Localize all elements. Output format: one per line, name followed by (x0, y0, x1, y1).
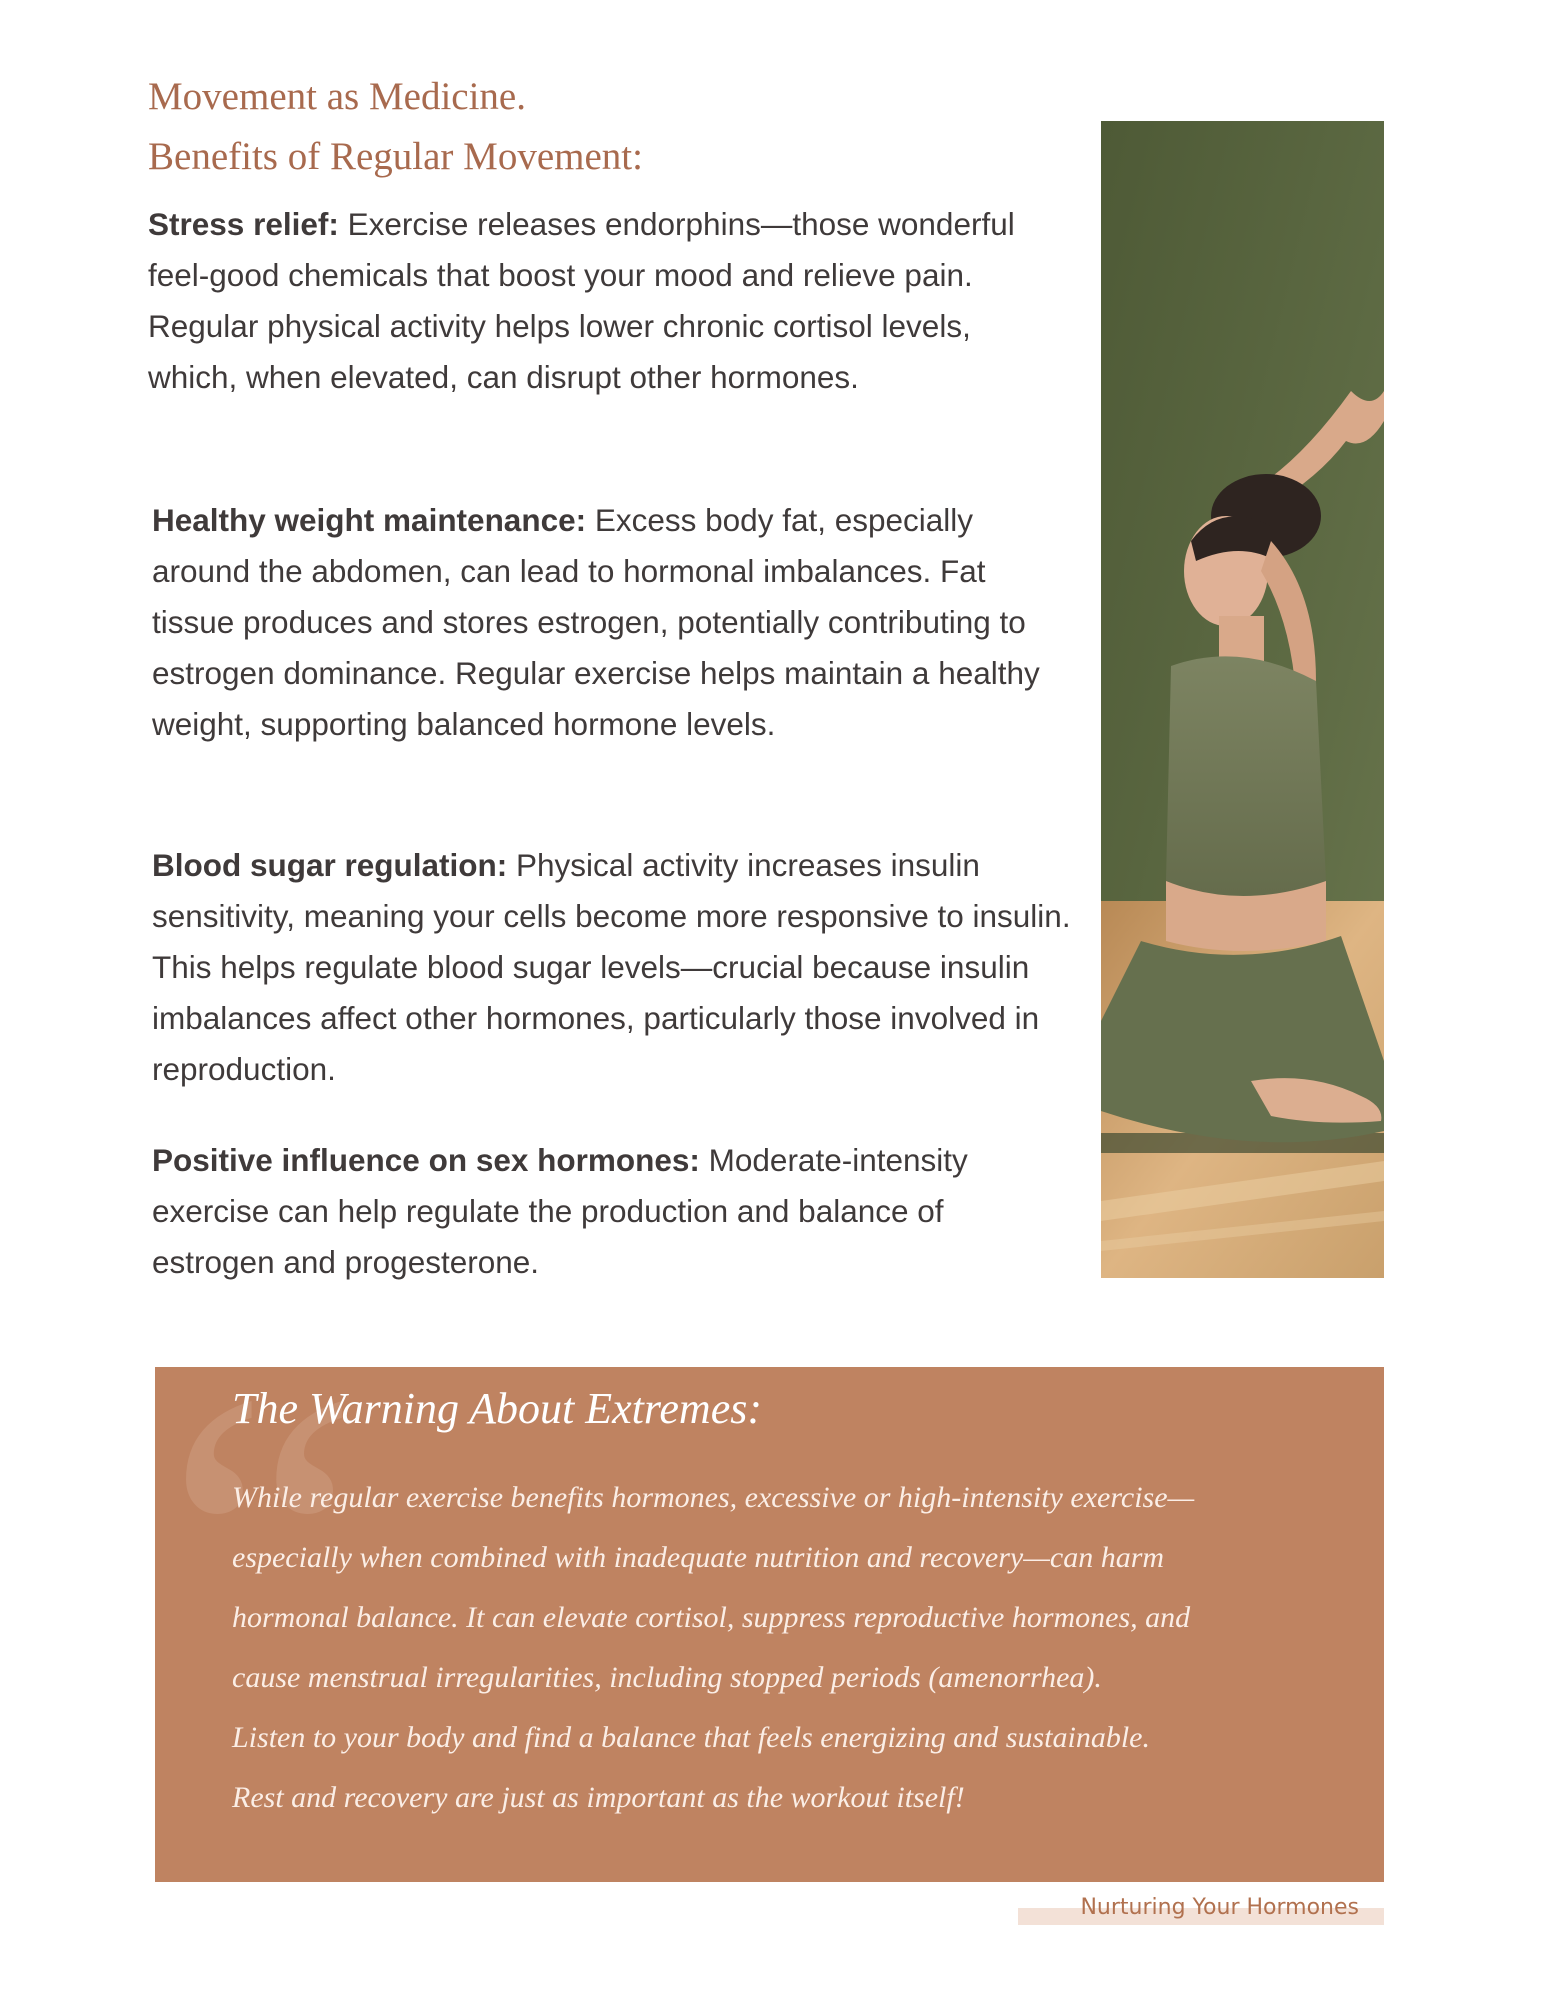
callout-line: While regular exercise benefits hormones, excessive or high-intensity exercise— (232, 1481, 1195, 1514)
callout-line: Rest and recovery are just as important as the workout itself! (232, 1781, 965, 1814)
callout-line: especially when combined with inadequate nutrition and recovery—can harm (232, 1541, 1165, 1574)
warning-callout (155, 1303, 1384, 1882)
benefit-sex-hormones (152, 1135, 1072, 1288)
benefit-text: Moderate-intensity exercise can help regulate the production and balance of estrogen and progesterone. (152, 1142, 968, 1280)
benefit-title: Blood sugar regulation: (152, 847, 508, 883)
callout-line: Listen to your body and find a balance that feels energizing and sustainable. (232, 1721, 1150, 1754)
quote-icon: “ (165, 1303, 361, 1790)
callout-line: cause menstrual irregularities, including stopped periods (amenorrhea). (232, 1661, 1102, 1694)
benefit-title: Stress relief: (148, 206, 339, 242)
callout-line: hormonal balance. It can elevate cortisol, suppress reproductive hormones, and (232, 1601, 1191, 1634)
benefit-title: Positive influence on sex hormones: (152, 1142, 700, 1178)
callout-body (232, 1468, 1362, 1828)
benefit-text: Excess body fat, especially around the abdomen, can lead to hormonal imbalances. Fat tissue produces and stores estrogen, potentially contributing to estrogen dominance. Regular exercise helps maintain a healthy weight, supporting balanced hormone levels. (152, 502, 1040, 742)
benefit-weight-maintenance (152, 495, 1052, 750)
yoga-illustration (1101, 121, 1384, 1278)
benefit-stress-relief (148, 199, 1048, 403)
benefit-text: Exercise releases endorphins—those wonderful feel-good chemicals that boost your mood and relieve pain. Regular physical activity helps lower chronic cortisol levels, which, when elevated, can disrupt other hormones. (148, 206, 1015, 395)
benefit-text: Physical activity increases insulin sensitivity, meaning your cells become more responsive to insulin. This helps regulate blood sugar levels—crucial because insulin imbalances affect other hormones, particularly those involved in reproduction. (152, 847, 1071, 1087)
sports-top (1166, 656, 1326, 896)
benefit-title: Healthy weight maintenance: (152, 502, 587, 538)
yoga-woman-photo (1101, 121, 1384, 1278)
page-title: Movement as Medicine. (148, 75, 526, 118)
section-subtitle: Benefits of Regular Movement: (148, 135, 643, 178)
benefit-blood-sugar (152, 840, 1072, 1095)
footer-title: Nurturing Your Hormones (1080, 1895, 1359, 1920)
callout-title: The Warning About Extremes: (232, 1384, 762, 1433)
